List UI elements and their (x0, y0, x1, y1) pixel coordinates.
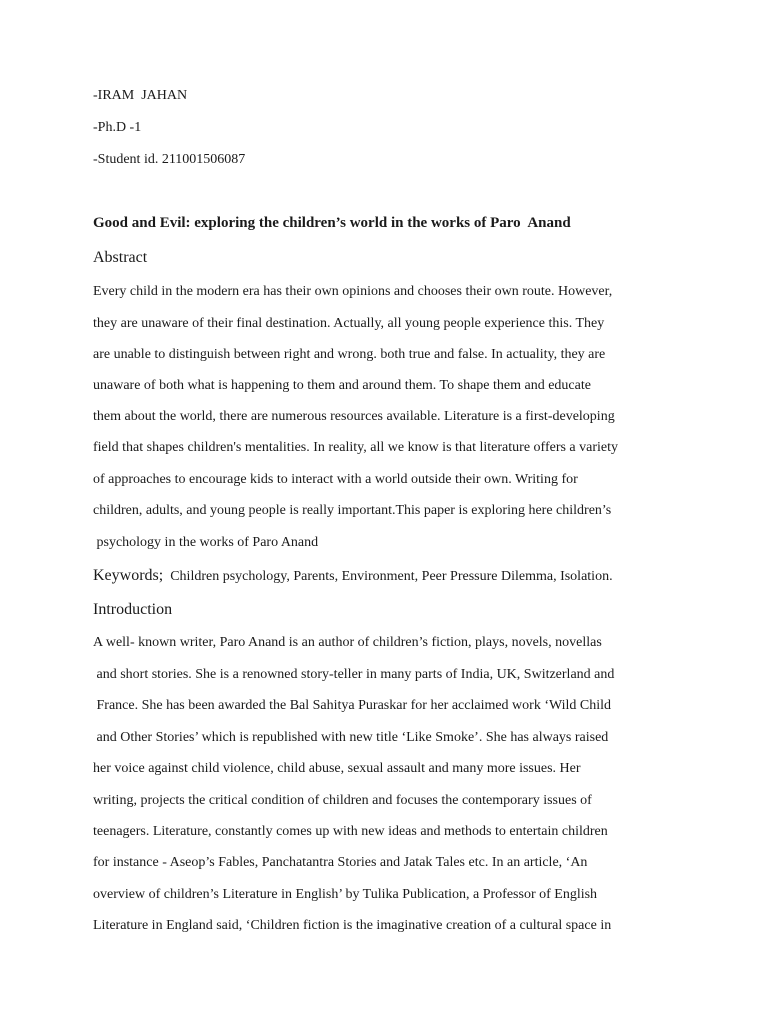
abstract-line: children, adults, and young people is really important.This paper is exploring here children’s (93, 503, 612, 518)
introduction-heading: Introduction (93, 601, 173, 618)
keywords-text: Children psychology, Parents, Environment, Peer Pressure Dilemma, Isolation. (170, 569, 613, 584)
abstract-heading: Abstract (93, 249, 148, 266)
abstract-line: they are unaware of their final destination. Actually, all young people experience this. They (93, 316, 605, 331)
author-degree: -Ph.D -1 (93, 120, 142, 135)
abstract-line: field that shapes children's mentalities. In reality, all we know is that literature offers a variety (93, 440, 619, 455)
introduction-line: A well- known writer, Paro Anand is an author of children’s fiction, plays, novels, novellas (93, 635, 602, 650)
keywords-label: Keywords; (93, 567, 164, 584)
introduction-line: her voice against child violence, child abuse, sexual assault and many more issues. Her (93, 761, 581, 776)
introduction-line: Literature in England said, ‘Children fiction is the imaginative creation of a cultural space in (93, 918, 612, 933)
paper-title: Good and Evil: exploring the children’s world in the works of Paro Anand (93, 215, 571, 231)
abstract-line: of approaches to encourage kids to interact with a world outside their own. Writing for (93, 472, 578, 487)
abstract-line: Every child in the modern era has their own opinions and chooses their own route. However, (93, 284, 613, 299)
student-id: -Student id. 211001506087 (93, 152, 246, 167)
introduction-line: France. She has been awarded the Bal Sahitya Puraskar for her acclaimed work ‘Wild Child (93, 698, 612, 713)
abstract-line: unaware of both what is happening to them and around them. To shape them and educate (93, 378, 591, 393)
introduction-line: overview of children’s Literature in English’ by Tulika Publication, a Professor of English (93, 887, 598, 902)
author-name: -IRAM JAHAN (93, 88, 188, 103)
introduction-line: for instance - Aseop’s Fables, Panchatantra Stories and Jatak Tales etc. In an article, ‘An (93, 855, 588, 870)
abstract-line: are unable to distinguish between right and wrong. both true and false. In actuality, they are (93, 347, 606, 362)
introduction-line: writing, projects the critical condition of children and focuses the contemporary issues of (93, 793, 592, 808)
abstract-line: them about the world, there are numerous resources available. Literature is a first-developing (93, 409, 615, 424)
introduction-line: teenagers. Literature, constantly comes up with new ideas and methods to entertain children (93, 824, 608, 839)
abstract-line: psychology in the works of Paro Anand (93, 535, 319, 550)
keywords-row (93, 567, 613, 586)
introduction-line: and Other Stories’ which is republished with new title ‘Like Smoke’. She has always raised (93, 730, 609, 745)
introduction-line: and short stories. She is a renowned story-teller in many parts of India, UK, Switzerland and (93, 667, 615, 682)
